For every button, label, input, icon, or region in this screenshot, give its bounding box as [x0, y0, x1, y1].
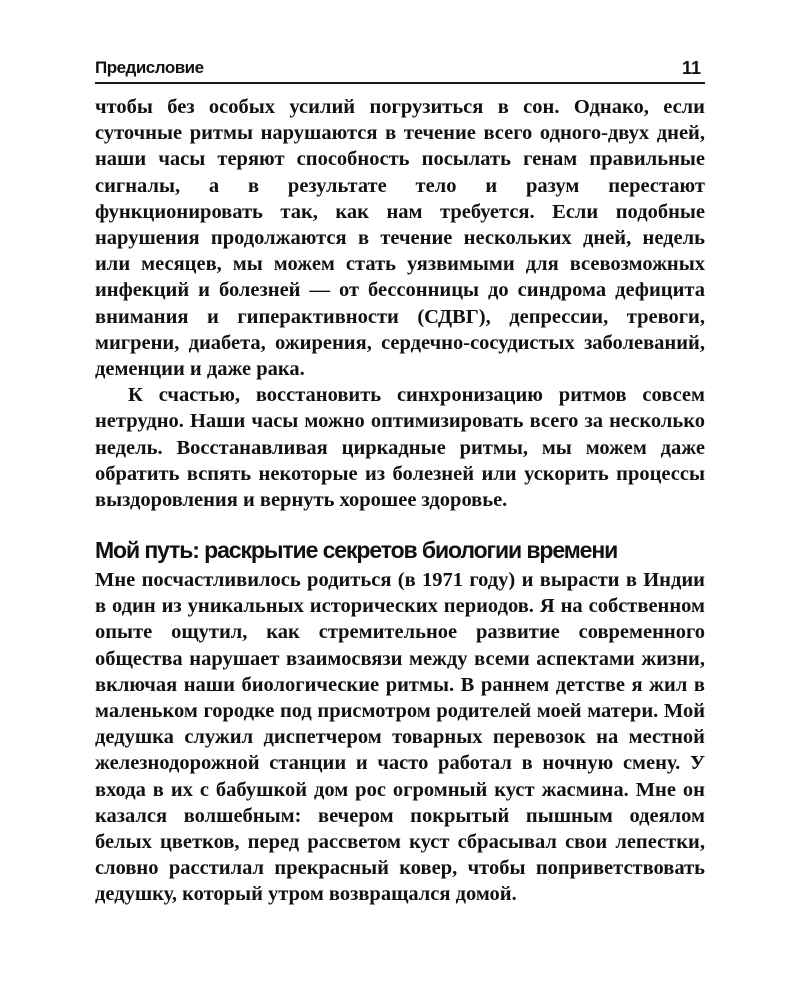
body-text-section	[95, 567, 705, 908]
paragraph-fortunately: К счастью, восстановить синхронизацию ритмов совсем нетрудно. Наши часы можно оптимизировать всего за несколько недель. Восстанавливая циркадные ритмы, мы можем даже обратить вспять некоторые из болезней или ускорить процессы выздоровления и вернуть хорошее здоровье.	[95, 384, 705, 512]
paragraph-my-path: Мне посчастливилось родиться (в 1971 году) и вырасти в Индии в один из уникальных исторических периодов. Я на собственном опыте ощутил, как стремительное развитие современного общества нарушает взаимосвязи между всеми аспектами жизни, включая наши биологические ритмы. В раннем детстве я жил в маленьком городке под присмотром родителей моей матери. Мой дедушка служил диспетчером товарных перевозок на местной железнодорожной станции и часто работал в ночную смену. У входа в их с бабушкой дом рос огромный куст жасмина. Мне он казался волшебным: вечером покрытый пышным одеялом белых цветков, перед рассветом куст сбрасывал свои лепестки, словно расстилал прекрасный ковер, чтобы поприветствовать дедушку, который утром возвращался домой.	[95, 569, 705, 906]
body-text-top	[95, 94, 705, 513]
section-heading: Мой путь: раскрытие секретов биологии времени	[95, 537, 618, 563]
running-header	[95, 58, 705, 84]
header-section-title: Предисловие	[95, 58, 204, 77]
paragraph-continuation: чтобы без особых усилий погрузиться в сон. Однако, если суточные ритмы нарушаются в течение всего одного-двух дней, наши часы теряют способность посылать генам правильные сигналы, а в результате тело и разум перестают функционировать так, как нам требуется. Если подобные нарушения продолжаются в течение нескольких дней, недель или месяцев, мы можем стать уязвимыми для всевозможных инфекций и болезней — от бессонницы до синдрома дефицита внимания и гиперактивности (СДВГ), депрессии, тревоги, мигрени, диабета, ожирения, сердечно-сосудистых заболеваний, деменции и даже рака.	[95, 96, 705, 381]
page-number: 11	[681, 58, 701, 78]
